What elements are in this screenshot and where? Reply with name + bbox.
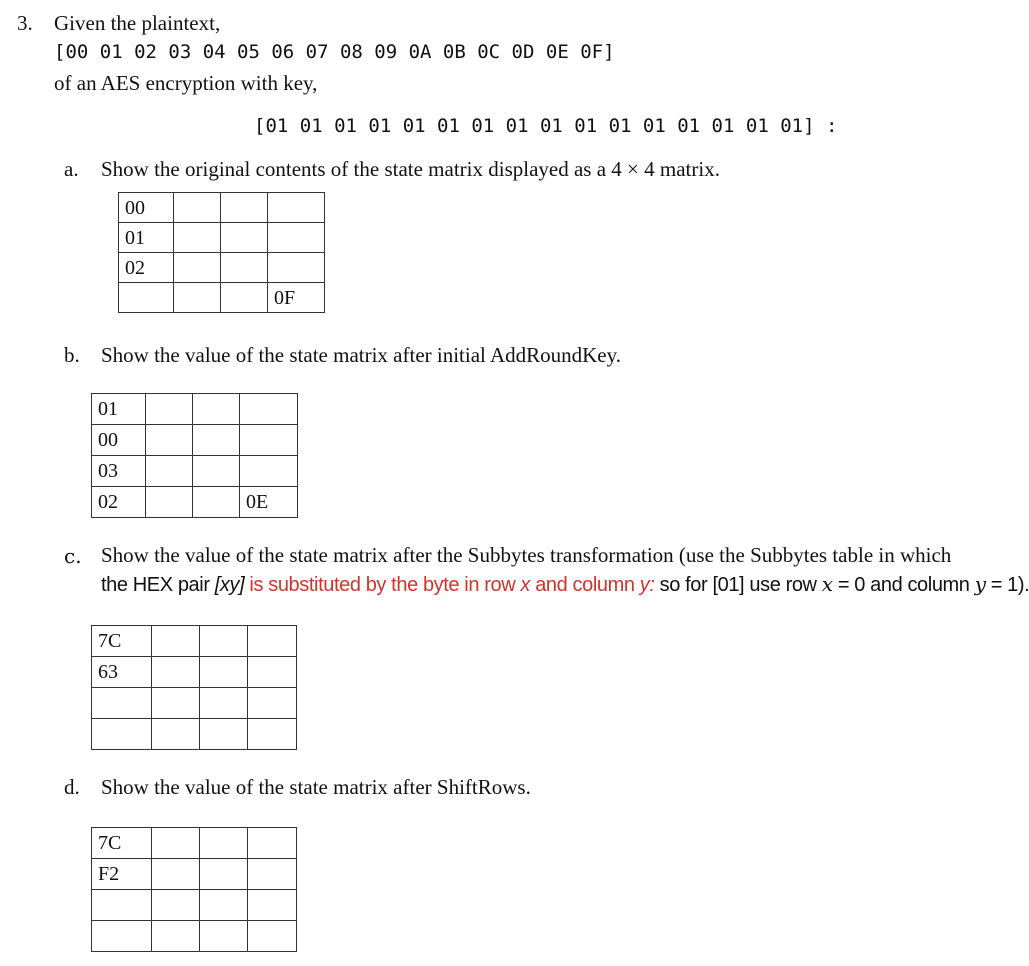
- matrix-cell: 7C: [92, 626, 152, 657]
- state-matrix-c: [91, 625, 297, 750]
- matrix-cell: 03: [92, 456, 146, 487]
- matrix-cell: [152, 626, 200, 657]
- instruction-var-y: y: [974, 572, 986, 596]
- matrix-row: [119, 223, 325, 253]
- part-c-text: Show the value of the state matrix after the Subbytes transformation (use the Subbytes table in which: [101, 543, 952, 567]
- matrix-cell: [221, 223, 268, 253]
- matrix-cell: [221, 253, 268, 283]
- matrix-cell: 0F: [268, 283, 325, 313]
- matrix-cell: [193, 425, 240, 456]
- question-intro: Given the plaintext,: [54, 11, 221, 35]
- matrix-cell: [152, 719, 200, 750]
- matrix-cell: [152, 688, 200, 719]
- matrix-cell: [146, 425, 193, 456]
- state-matrix-a: [118, 192, 325, 313]
- matrix-cell: [200, 657, 248, 688]
- part-b-text: Show the value of the state matrix after initial AddRoundKey.: [101, 343, 622, 367]
- matrix-row: [92, 921, 297, 952]
- state-matrix-d: [91, 827, 297, 952]
- matrix-cell: 02: [92, 487, 146, 518]
- matrix-row: [92, 626, 297, 657]
- matrix-cell: [248, 921, 297, 952]
- part-a-label: a.: [64, 157, 79, 181]
- matrix-cell: [200, 626, 248, 657]
- question-number: 3.: [17, 11, 33, 35]
- matrix-row: [119, 253, 325, 283]
- key-intro: of an AES encryption with key,: [54, 71, 318, 95]
- instruction-xy: [xy]: [214, 574, 245, 596]
- part-a-text: Show the original contents of the state matrix displayed as a 4 × 4 matrix.: [101, 157, 720, 181]
- matrix-cell: 01: [119, 223, 174, 253]
- matrix-row: [92, 890, 297, 921]
- plaintext-vector: [00 01 02 03 04 05 06 07 08 09 0A 0B 0C 0D 0E 0F]: [54, 41, 615, 63]
- part-d-label: d.: [64, 775, 80, 799]
- matrix-cell: 7C: [92, 828, 152, 859]
- matrix-cell: [146, 487, 193, 518]
- matrix-cell: [248, 719, 297, 750]
- matrix-cell: [193, 394, 240, 425]
- matrix-cell: [152, 859, 200, 890]
- instruction-red-a: is substituted by the byte in row: [244, 574, 521, 596]
- matrix-cell: [174, 253, 221, 283]
- matrix-cell: [152, 921, 200, 952]
- matrix-row: [92, 859, 297, 890]
- matrix-cell: [193, 487, 240, 518]
- matrix-cell: [200, 921, 248, 952]
- matrix-cell: [146, 456, 193, 487]
- matrix-row: [92, 456, 298, 487]
- matrix-cell: [240, 425, 298, 456]
- matrix-cell: [200, 890, 248, 921]
- matrix-row: [92, 657, 297, 688]
- matrix-cell: [92, 719, 152, 750]
- instruction-red-x: x: [520, 574, 531, 596]
- matrix-cell: [248, 890, 297, 921]
- matrix-cell: 00: [92, 425, 146, 456]
- matrix-cell: [248, 626, 297, 657]
- matrix-cell: [146, 394, 193, 425]
- matrix-cell: [119, 283, 174, 313]
- matrix-cell: [193, 456, 240, 487]
- matrix-cell: [174, 283, 221, 313]
- matrix-cell: [240, 394, 298, 425]
- matrix-row: [119, 193, 325, 223]
- matrix-row: [92, 719, 297, 750]
- instruction-red-b: and column: [530, 574, 640, 596]
- matrix-cell: [248, 688, 297, 719]
- matrix-row: [92, 828, 297, 859]
- part-c-label: c.: [64, 544, 82, 568]
- matrix-cell: F2: [92, 859, 152, 890]
- part-d-text: Show the value of the state matrix after ShiftRows.: [101, 775, 531, 799]
- matrix-cell: 63: [92, 657, 152, 688]
- matrix-row: [119, 283, 325, 313]
- matrix-row: [92, 688, 297, 719]
- matrix-cell: [221, 193, 268, 223]
- key-vector: [01 01 01 01 01 01 01 01 01 01 01 01 01 01 01 01] :: [254, 115, 838, 137]
- matrix-cell: [248, 828, 297, 859]
- matrix-cell: [268, 223, 325, 253]
- matrix-cell: [268, 253, 325, 283]
- matrix-cell: [200, 719, 248, 750]
- matrix-cell: 0E: [240, 487, 298, 518]
- matrix-cell: [200, 688, 248, 719]
- matrix-cell: 00: [119, 193, 174, 223]
- matrix-cell: [92, 688, 152, 719]
- matrix-cell: [174, 193, 221, 223]
- state-matrix-b: [91, 393, 298, 518]
- matrix-row: [92, 394, 298, 425]
- instruction-text-a: the HEX pair: [101, 574, 215, 596]
- instruction-text-b: so for [01] use row: [654, 574, 822, 596]
- matrix-cell: [248, 859, 297, 890]
- instruction-text-d: = 1).: [985, 574, 1029, 596]
- matrix-cell: [221, 283, 268, 313]
- matrix-cell: [92, 890, 152, 921]
- matrix-cell: [240, 456, 298, 487]
- matrix-cell: [200, 859, 248, 890]
- part-c-instruction-line: [101, 574, 1029, 595]
- matrix-cell: [200, 828, 248, 859]
- instruction-text-c: = 0 and column: [832, 574, 975, 596]
- matrix-cell: [152, 828, 200, 859]
- matrix-cell: [92, 921, 152, 952]
- instruction-var-x: x: [821, 572, 833, 596]
- matrix-row: [92, 425, 298, 456]
- instruction-red-y: y:: [639, 574, 655, 596]
- matrix-cell: [248, 657, 297, 688]
- matrix-cell: 02: [119, 253, 174, 283]
- matrix-cell: [268, 193, 325, 223]
- part-b-label: b.: [64, 343, 80, 367]
- matrix-cell: 01: [92, 394, 146, 425]
- matrix-cell: [174, 223, 221, 253]
- matrix-cell: [152, 657, 200, 688]
- matrix-row: [92, 487, 298, 518]
- matrix-cell: [152, 890, 200, 921]
